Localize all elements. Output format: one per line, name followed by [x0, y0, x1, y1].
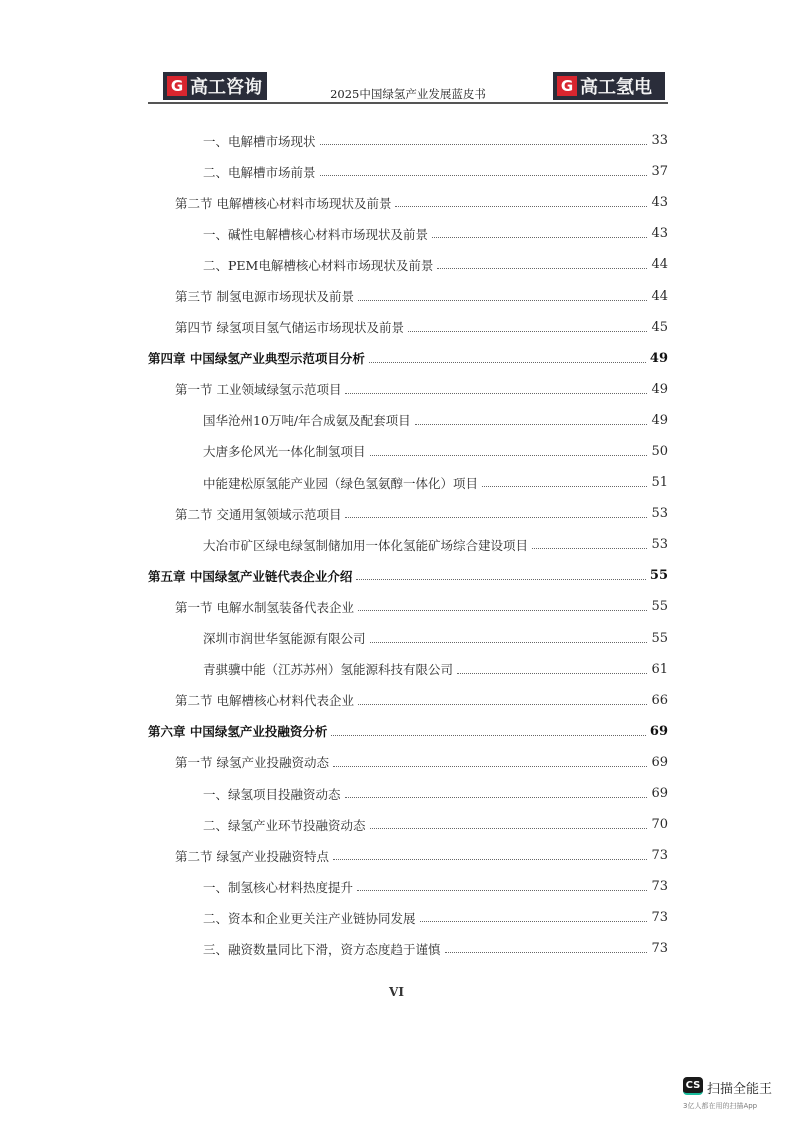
toc-subsection-entry[interactable] [148, 467, 668, 498]
toc-entry-label: 第二节 电解槽核心材料代表企业 [175, 693, 354, 709]
toc-entry-label: 第一节 电解水制氢装备代表企业 [175, 599, 354, 615]
toc-entry-page-number: 69 [651, 754, 668, 770]
dot-leader [356, 579, 646, 580]
toc-entry-label: 第四节 绿氢项目氢气储运市场现状及前景 [175, 320, 404, 336]
toc-entry-label: 青骐骥中能（江苏苏州）氢能源科技有限公司 [203, 662, 454, 678]
dot-leader [482, 486, 647, 487]
toc-section-entry[interactable] [148, 840, 668, 871]
toc-entry-label: 一、碱性电解槽核心材料市场现状及前景 [203, 226, 429, 242]
dot-leader [395, 206, 647, 207]
dot-leader [437, 268, 647, 269]
toc-entry-label: 第四章 中国绿氢产业典型示范项目分析 [148, 351, 365, 367]
toc-entry-label: 三、融资数量同比下滑，资方态度趋于谨慎 [203, 941, 441, 957]
toc-entry-page-number: 45 [651, 319, 668, 335]
dot-leader [357, 890, 647, 891]
dot-leader [370, 642, 648, 643]
dot-leader [358, 610, 647, 611]
toc-entry-label: 二、绿氢产业环节投融资动态 [203, 817, 366, 833]
g-logo-icon: G [557, 76, 577, 96]
toc-entry-page-number: 49 [649, 350, 668, 366]
dot-leader [358, 704, 647, 705]
toc-entry-page-number: 73 [651, 879, 668, 895]
toc-subsection-entry[interactable] [148, 405, 668, 436]
toc-subsection-entry[interactable] [148, 623, 668, 654]
toc-entry-label: 第一节 绿氢产业投融资动态 [175, 755, 329, 771]
watermark-title: 扫描全能王 [707, 1082, 773, 1097]
dot-leader [532, 548, 647, 549]
dot-leader [331, 735, 646, 736]
dot-leader [415, 424, 648, 425]
toc-subsection-entry[interactable] [148, 156, 668, 187]
dot-leader [445, 952, 648, 953]
dot-leader [370, 455, 648, 456]
toc-chapter-entry[interactable] [148, 716, 668, 747]
toc-subsection-entry[interactable] [148, 654, 668, 685]
toc-chapter-entry[interactable] [148, 560, 668, 591]
toc-chapter-entry[interactable] [148, 343, 668, 374]
toc-section-entry[interactable] [148, 312, 668, 343]
toc-entry-page-number: 73 [651, 910, 668, 926]
toc-subsection-entry[interactable] [148, 871, 668, 902]
toc-section-entry[interactable] [148, 747, 668, 778]
dot-leader [345, 393, 647, 394]
header-divider [148, 102, 668, 104]
logo-right-text: 高工氢电 [580, 77, 652, 98]
page-number: VI [389, 985, 404, 999]
toc-entry-page-number: 53 [651, 506, 668, 522]
toc-entry-page-number: 55 [649, 568, 668, 584]
toc-entry-page-number: 50 [651, 443, 668, 459]
toc-section-entry[interactable] [148, 280, 668, 311]
logo-left-text: 高工咨询 [190, 77, 262, 98]
toc-entry-label: 一、制氢核心材料热度提升 [203, 879, 354, 895]
toc-entry-page-number: 43 [651, 195, 668, 211]
page-header [148, 70, 668, 104]
camscanner-watermark [683, 1077, 788, 1117]
toc-subsection-entry[interactable] [148, 933, 668, 964]
toc-entry-label: 第三节 制氢电源市场现状及前景 [175, 289, 354, 305]
toc-subsection-entry[interactable] [148, 218, 668, 249]
dot-leader [370, 828, 648, 829]
toc-subsection-entry[interactable] [148, 902, 668, 933]
toc-entry-label: 第二节 交通用氢领域示范项目 [175, 506, 342, 522]
toc-subsection-entry[interactable] [148, 809, 668, 840]
dot-leader [333, 859, 647, 860]
toc-section-entry[interactable] [148, 685, 668, 716]
dot-leader [333, 766, 647, 767]
toc-entry-page-number: 73 [651, 848, 668, 864]
toc-entry-page-number: 70 [651, 817, 668, 833]
watermark-subtitle: 3亿人都在用的扫描App [683, 1102, 758, 1110]
dot-leader [345, 517, 647, 518]
toc-entry-page-number: 44 [651, 257, 668, 273]
toc-entry-page-number: 55 [651, 630, 668, 646]
toc-entry-page-number: 49 [651, 412, 668, 428]
toc-subsection-entry[interactable] [148, 529, 668, 560]
toc-section-entry[interactable] [148, 591, 668, 622]
toc-section-entry[interactable] [148, 187, 668, 218]
toc-entry-label: 大冶市矿区绿电绿氢制储加用一体化氢能矿场综合建设项目 [203, 537, 529, 553]
toc-entry-label: 第六章 中国绿氢产业投融资分析 [148, 724, 328, 740]
dot-leader [320, 144, 648, 145]
toc-entry-label: 二、电解槽市场前景 [203, 164, 316, 180]
dot-leader [345, 797, 648, 798]
dot-leader [432, 237, 647, 238]
dot-leader [457, 673, 647, 674]
toc-entry-label: 第一节 工业领域绿氢示范项目 [175, 382, 342, 398]
document-title: 2025中国绿氢产业发展蓝皮书 [330, 87, 486, 101]
toc-entry-page-number: 61 [651, 661, 668, 677]
toc-entry-label: 第二节 绿氢产业投融资特点 [175, 848, 329, 864]
toc-section-entry[interactable] [148, 498, 668, 529]
toc-subsection-entry[interactable] [148, 436, 668, 467]
toc-entry-page-number: 44 [651, 288, 668, 304]
toc-entry-label: 一、绿氢项目投融资动态 [203, 786, 341, 802]
table-of-contents [148, 125, 668, 965]
dot-leader [369, 362, 646, 363]
toc-entry-label: 大唐多伦风光一体化制氢项目 [203, 444, 366, 460]
toc-entry-page-number: 53 [651, 537, 668, 553]
gaogong-hydrogen-logo [553, 72, 665, 100]
toc-entry-page-number: 69 [651, 786, 668, 802]
toc-entry-label: 二、资本和企业更关注产业链协同发展 [203, 910, 416, 926]
toc-subsection-entry[interactable] [148, 249, 668, 280]
toc-entry-label: 国华沧州10万吨/年合成氨及配套项目 [203, 413, 411, 429]
toc-entry-page-number: 66 [651, 692, 668, 708]
toc-subsection-entry[interactable] [148, 125, 668, 156]
toc-subsection-entry[interactable] [148, 778, 668, 809]
toc-entry-label: 一、电解槽市场现状 [203, 133, 316, 149]
toc-entry-page-number: 69 [649, 723, 668, 739]
toc-entry-label: 第二节 电解槽核心材料市场现状及前景 [175, 195, 392, 211]
toc-section-entry[interactable] [148, 374, 668, 405]
toc-entry-label: 中能建松原氢能产业园（绿色氢氨醇一体化）项目 [203, 475, 479, 491]
toc-entry-page-number: 49 [651, 381, 668, 397]
toc-entry-page-number: 33 [651, 133, 668, 149]
dot-leader [358, 300, 647, 301]
dot-leader [320, 175, 648, 176]
toc-entry-page-number: 55 [651, 599, 668, 615]
toc-entry-page-number: 43 [651, 226, 668, 242]
camscanner-logo-icon: CS [683, 1077, 703, 1095]
g-logo-icon: G [167, 76, 187, 96]
dot-leader [420, 921, 648, 922]
toc-entry-page-number: 73 [651, 941, 668, 957]
toc-entry-page-number: 37 [651, 164, 668, 180]
toc-entry-label: 深圳市润世华氢能源有限公司 [203, 631, 366, 647]
dot-leader [408, 331, 647, 332]
toc-entry-page-number: 51 [651, 475, 668, 491]
toc-entry-label: 第五章 中国绿氢产业链代表企业介绍 [148, 568, 353, 584]
toc-entry-label: 二、PEM电解槽核心材料市场现状及前景 [203, 257, 434, 273]
